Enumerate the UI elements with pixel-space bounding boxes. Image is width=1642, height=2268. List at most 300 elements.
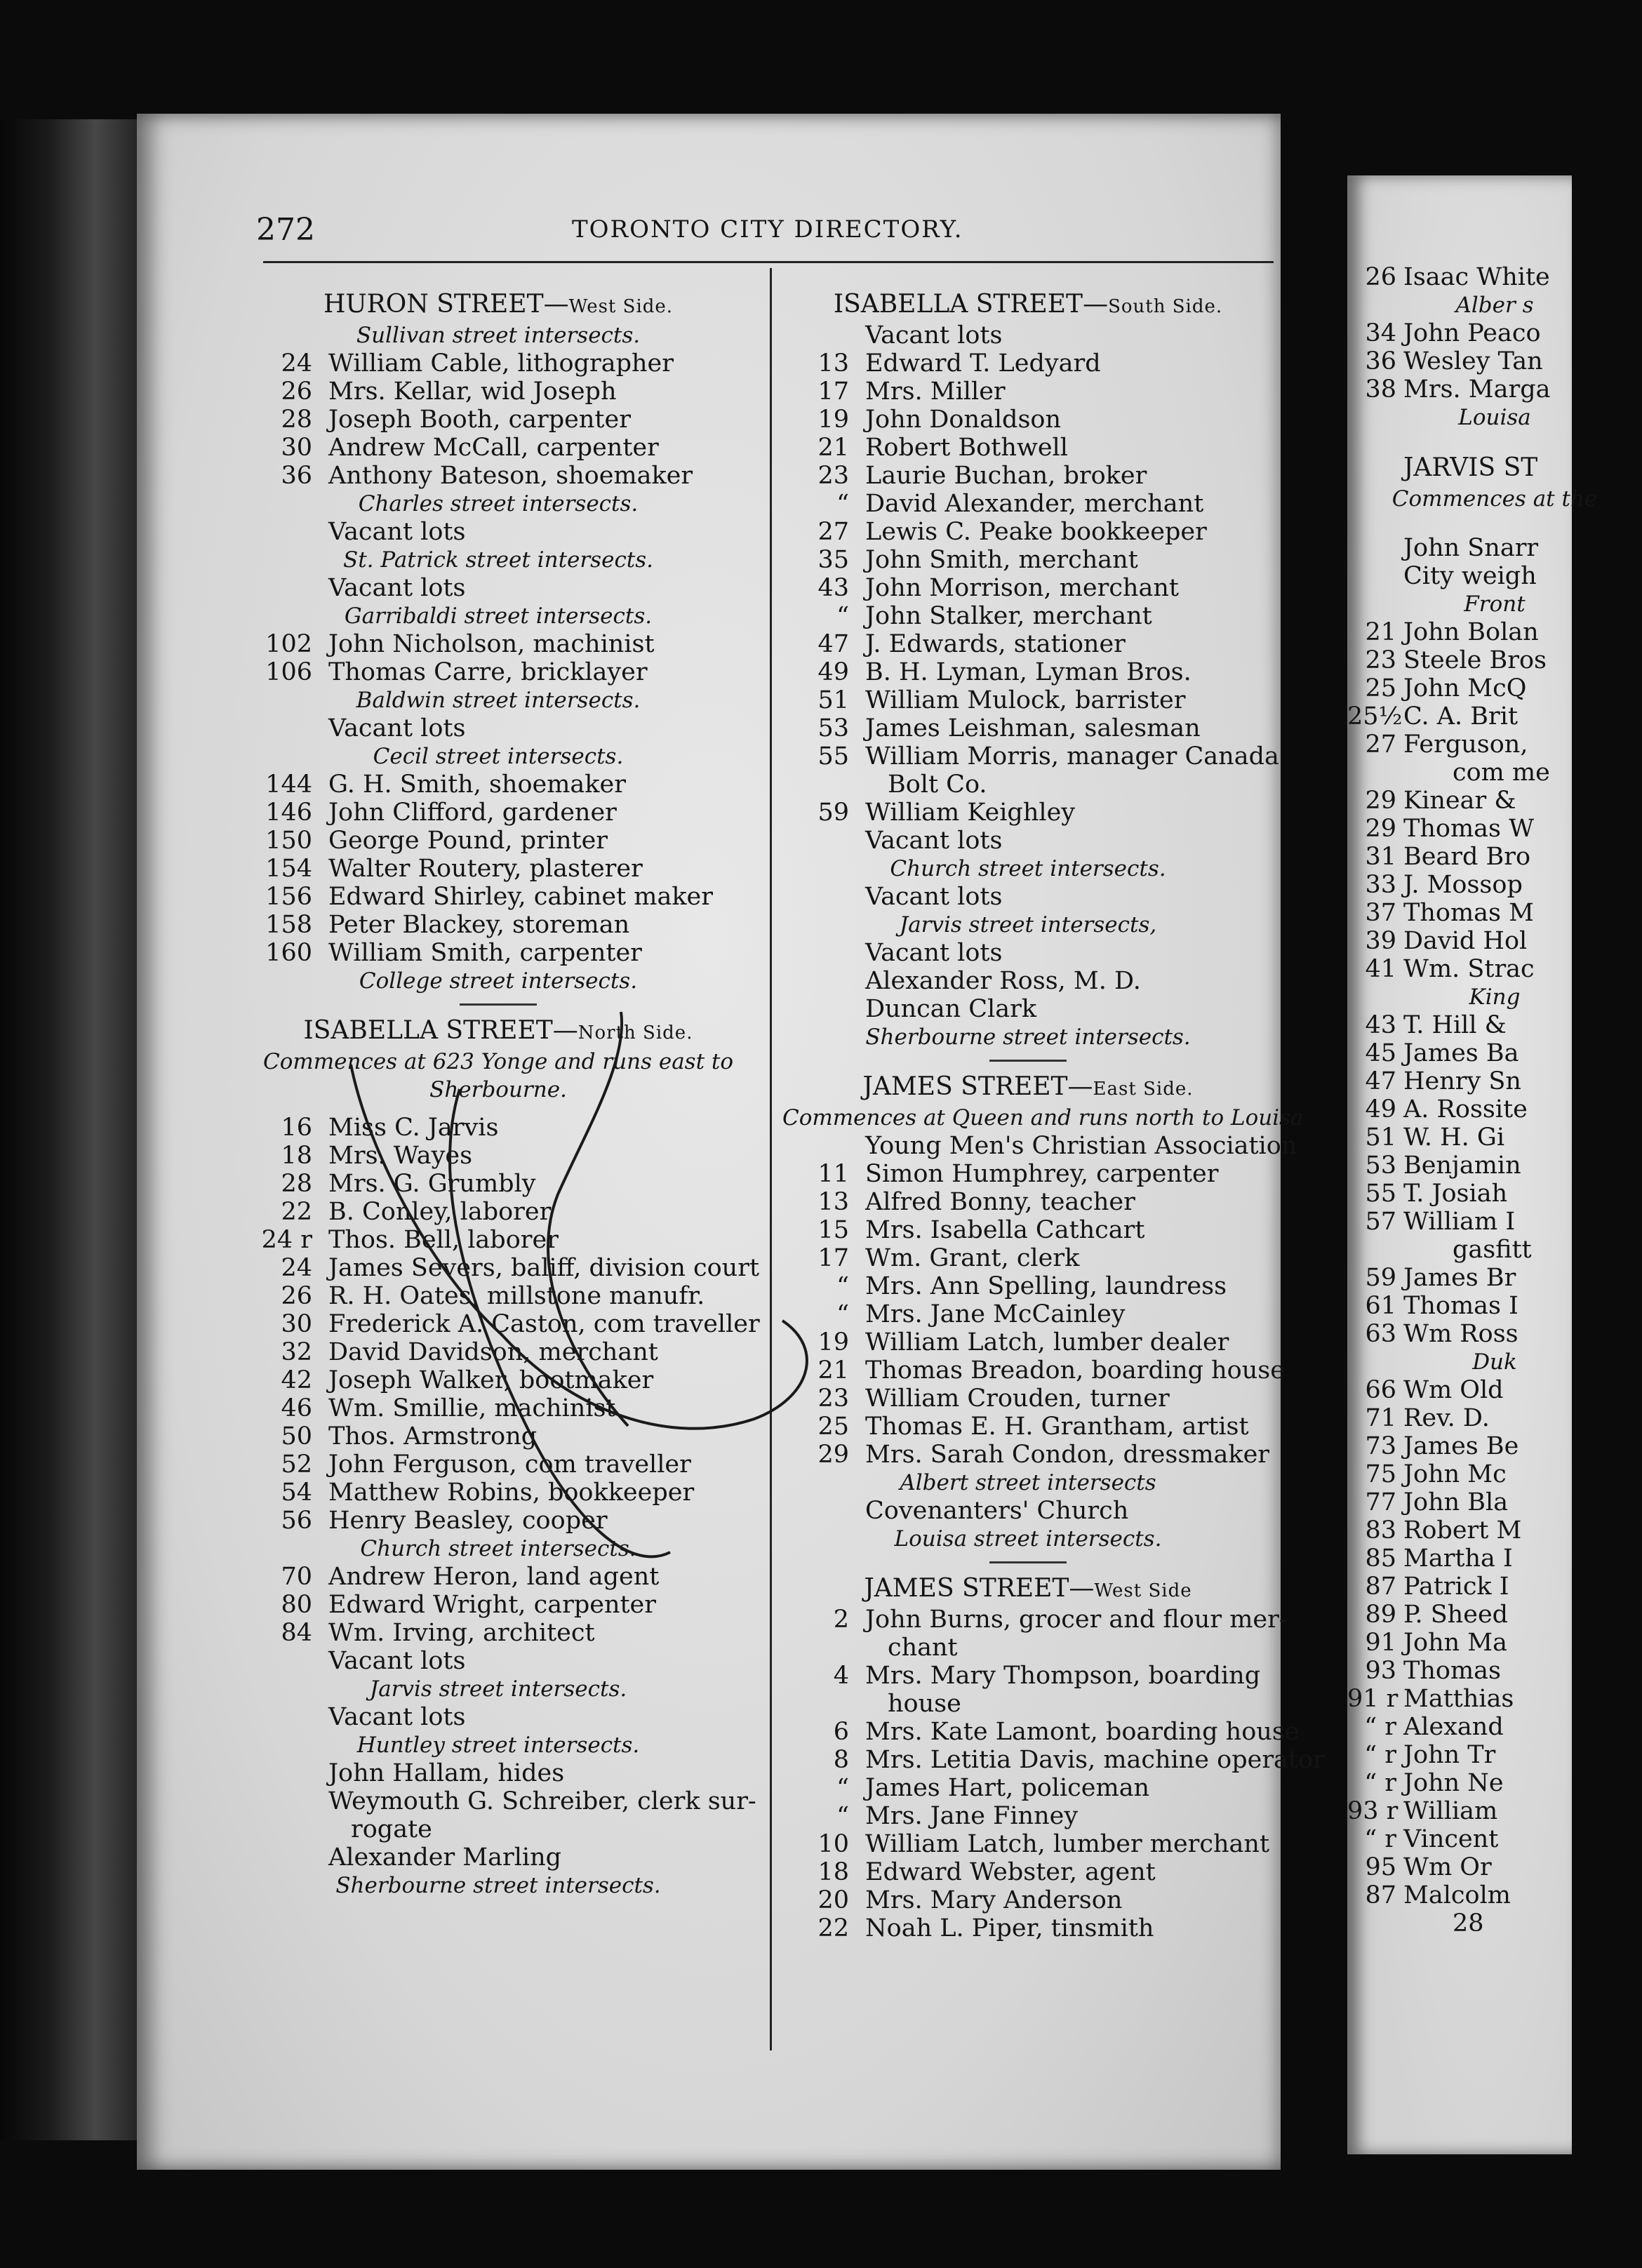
house-number: 59	[817, 799, 849, 827]
house-number: “ r	[1364, 1741, 1396, 1769]
directory-entry	[782, 1413, 1274, 1441]
house-number: 30	[281, 1310, 312, 1338]
directory-entry	[246, 1338, 751, 1366]
intersection-note: Charles street intersects.	[358, 491, 639, 516]
house-number: 91 r	[1347, 1685, 1399, 1713]
intersection-note: Jarvis street intersects,	[899, 912, 1157, 938]
resident-name: Andrew McCall, carpenter	[328, 434, 659, 462]
intersection-note: Duk	[1472, 1349, 1517, 1375]
directory-entry	[782, 995, 1274, 1023]
house-number: 10	[817, 1830, 849, 1858]
house-number: 39	[1365, 927, 1396, 955]
directory-entry	[1347, 1853, 1642, 1881]
directory-entry	[246, 1366, 751, 1394]
directory-entry	[782, 967, 1274, 995]
intersection-note: College street intersects.	[359, 968, 638, 994]
resident-name: B. Conley, laborer	[328, 1198, 552, 1226]
intersection-note: Garribaldi street intersects.	[344, 603, 653, 629]
directory-entry	[246, 1422, 751, 1450]
directory-entry	[246, 378, 751, 406]
directory-entry	[246, 658, 751, 686]
house-number: 45	[1365, 1039, 1396, 1067]
resident-name: Mrs. Isabella Cathcart	[865, 1216, 1145, 1244]
resident-name: George Pound, printer	[328, 827, 608, 855]
house-number: 18	[817, 1858, 849, 1886]
facing-page-fragment	[1347, 175, 1598, 2154]
house-number: “	[836, 1272, 849, 1300]
directory-entry	[782, 434, 1274, 462]
house-number: 53	[817, 714, 849, 742]
house-number: “ r	[1364, 1769, 1396, 1797]
house-number: 61	[1365, 1292, 1396, 1320]
resident-name: Vacant lots	[328, 574, 466, 602]
directory-entry	[246, 406, 751, 434]
directory-entry	[246, 518, 751, 546]
directory-entry	[246, 1843, 751, 1872]
intersection-note: Albert street intersects	[900, 1470, 1156, 1495]
house-number: 30	[281, 434, 312, 462]
continuation-text: gasfitt	[1453, 1236, 1532, 1264]
resident-name: Malcolm	[1403, 1881, 1511, 1909]
resident-name: Martha I	[1403, 1545, 1513, 1573]
resident-name: John Nicholson, machinist	[328, 630, 655, 658]
house-number: 80	[281, 1591, 312, 1619]
house-number: 11	[817, 1160, 849, 1188]
resident-name: John Peaco	[1403, 319, 1541, 347]
directory-entry	[246, 799, 751, 827]
resident-name: Rev. D.	[1403, 1404, 1490, 1432]
directory-entry	[1347, 702, 1642, 731]
directory-entry	[782, 1746, 1325, 1774]
house-number: 32	[281, 1338, 312, 1366]
directory-entry	[1347, 1095, 1642, 1123]
intersection-note: Cecil street intersects.	[373, 744, 624, 769]
house-number: 73	[1365, 1432, 1396, 1460]
resident-name: Joseph Walker, bootmaker	[328, 1366, 654, 1394]
directory-entry	[1347, 843, 1642, 871]
resident-name: Vacant lots	[865, 827, 1003, 855]
resident-name: Mrs. Jane Finney	[865, 1802, 1079, 1830]
resident-name: Thomas	[1403, 1657, 1501, 1685]
resident-name: Frederick A. Caston, com traveller	[328, 1310, 760, 1338]
house-number: 26	[281, 378, 312, 406]
house-number: 50	[281, 1422, 312, 1450]
resident-name: T. Hill &	[1403, 1011, 1507, 1039]
directory-entry	[246, 1394, 751, 1422]
intersection-note: King	[1469, 985, 1521, 1010]
directory-entry	[782, 883, 1274, 911]
resident-name: William Latch, lumber merchant	[865, 1830, 1270, 1858]
directory-entry	[1347, 731, 1642, 759]
resident-name: Alexand	[1403, 1713, 1504, 1741]
resident-name: Mrs. Kate Lamont, boarding house	[865, 1718, 1300, 1746]
directory-entry	[246, 1647, 751, 1675]
resident-name: T. Josiah	[1403, 1180, 1508, 1208]
directory-entry	[1347, 618, 1642, 646]
resident-name: Alfred Bonny, teacher	[865, 1188, 1135, 1216]
resident-name: Miss C. Jarvis	[328, 1114, 499, 1142]
resident-name: Vacant lots	[328, 518, 466, 546]
resident-name: Thomas E. H. Grantham, artist	[865, 1413, 1249, 1441]
resident-name: Thomas I	[1403, 1292, 1518, 1320]
section-rule	[989, 1561, 1067, 1563]
spacer	[1347, 513, 1642, 534]
house-number: 63	[1365, 1320, 1396, 1348]
entry-continuation	[782, 1690, 1274, 1718]
house-number: 66	[1365, 1376, 1396, 1404]
directory-entry	[1347, 347, 1642, 375]
directory-entry	[782, 658, 1274, 686]
directory-entry	[1347, 1601, 1642, 1629]
directory-entry	[1347, 319, 1642, 347]
resident-name: Andrew Heron, land agent	[328, 1563, 660, 1591]
house-number: 51	[817, 686, 849, 714]
house-number: 49	[1365, 1095, 1396, 1123]
intersection-note: Louisa street intersects.	[894, 1526, 1162, 1552]
house-number: 87	[1365, 1881, 1396, 1909]
resident-name: Wesley Tan	[1403, 347, 1543, 375]
resident-name: Thomas Carre, bricklayer	[328, 658, 648, 686]
directory-entry	[1347, 562, 1642, 590]
directory-entry	[1347, 1208, 1642, 1236]
house-number: 144	[265, 771, 312, 799]
house-number: 70	[281, 1563, 312, 1591]
directory-entry	[782, 574, 1274, 602]
resident-name: Vacant lots	[328, 1647, 466, 1675]
resident-name: James Hart, policeman	[865, 1774, 1150, 1802]
house-number: 71	[1365, 1404, 1396, 1432]
house-number: 46	[281, 1394, 312, 1422]
resident-name: David Hol	[1403, 927, 1528, 955]
section-rule	[460, 1003, 537, 1006]
house-number: “ r	[1364, 1825, 1396, 1853]
directory-entry	[246, 1254, 760, 1282]
directory-entry	[246, 1703, 751, 1731]
resident-name: Wm. Strac	[1403, 955, 1535, 983]
continuation-text: com me	[1453, 759, 1550, 787]
directory-entry	[246, 855, 751, 883]
directory-entry	[782, 1662, 1274, 1690]
directory-entry	[246, 1787, 756, 1815]
resident-name: David Alexander, merchant	[865, 490, 1204, 518]
middle-column	[782, 289, 1325, 1942]
directory-entry	[782, 799, 1274, 827]
directory-entry	[1347, 1769, 1642, 1797]
directory-entry	[246, 1114, 751, 1142]
house-number: 4	[833, 1662, 849, 1690]
section-heading: JARVIS ST	[1403, 453, 1538, 482]
house-number: 21	[1365, 618, 1396, 646]
house-number: 75	[1365, 1460, 1396, 1488]
house-number: 24	[281, 349, 312, 378]
directory-entry	[246, 1479, 751, 1507]
directory-entry	[1347, 1488, 1642, 1516]
directory-entry	[1347, 1320, 1642, 1348]
house-number: 22	[281, 1198, 312, 1226]
header-rule	[263, 261, 1274, 263]
isabella-north-list	[246, 1114, 760, 1900]
section-heading-isabella-south: ISABELLA STREET—South Side.	[833, 290, 1223, 319]
intersection-note: Huntley street intersects.	[356, 1733, 640, 1758]
directory-entry	[246, 630, 751, 658]
directory-entry	[1347, 1011, 1642, 1039]
resident-name: Vacant lots	[865, 321, 1003, 349]
directory-entry	[782, 1132, 1297, 1160]
intersection-note: Jarvis street intersects.	[369, 1676, 627, 1702]
james-west-list	[782, 1606, 1325, 1942]
resident-name: B. H. Lyman, Lyman Bros.	[865, 658, 1192, 686]
resident-name: John Ferguson, com traveller	[328, 1450, 691, 1479]
directory-entry	[1347, 1376, 1642, 1404]
directory-entry	[1347, 787, 1642, 815]
resident-name: Mrs. Wayes	[328, 1142, 473, 1170]
directory-entry	[246, 827, 751, 855]
house-number: 158	[265, 911, 312, 939]
house-number: 91	[1365, 1629, 1396, 1657]
resident-name: William Crouden, turner	[865, 1385, 1170, 1413]
resident-name: John Ne	[1403, 1769, 1504, 1797]
directory-entry	[246, 1170, 751, 1198]
directory-entry	[782, 321, 1274, 349]
resident-name: Edward Webster, agent	[865, 1858, 1156, 1886]
house-number: 84	[281, 1619, 312, 1647]
section-rule	[989, 1060, 1067, 1062]
house-number: 23	[817, 1385, 849, 1413]
directory-entry	[1347, 1881, 1642, 1909]
resident-name: Robert Bothwell	[865, 434, 1068, 462]
resident-name: John McQ	[1403, 674, 1527, 702]
directory-entry	[1347, 1180, 1642, 1208]
resident-name: Henry Sn	[1403, 1067, 1521, 1095]
resident-name: Isaac White	[1403, 263, 1550, 291]
directory-entry	[246, 574, 751, 602]
directory-entry	[782, 714, 1274, 742]
resident-name: Ferguson,	[1403, 731, 1528, 759]
house-number: 146	[265, 799, 312, 827]
running-title: TORONTO CITY DIRECTORY.	[572, 215, 963, 244]
resident-name: Noah L. Piper, tinsmith	[865, 1914, 1154, 1942]
resident-name: John Morrison, merchant	[865, 574, 1179, 602]
house-number: 24	[281, 1254, 312, 1282]
continuation-text: rogate	[351, 1815, 432, 1843]
directory-entry	[1347, 1432, 1642, 1460]
resident-name: James Leishman, salesman	[865, 714, 1201, 742]
resident-name: A. Rossite	[1403, 1095, 1528, 1123]
intersection-note: Commences at the	[1391, 486, 1598, 512]
resident-name: Laurie Buchan, broker	[865, 462, 1147, 490]
resident-name: Vacant lots	[865, 883, 1003, 911]
resident-name: Mrs. G. Grumbly	[328, 1170, 536, 1198]
directory-entry	[1347, 955, 1642, 983]
directory-entry	[782, 546, 1274, 574]
resident-name: P. Sheed	[1403, 1601, 1509, 1629]
directory-entry	[1347, 1573, 1642, 1601]
directory-entry	[1347, 1292, 1642, 1320]
resident-name: William	[1403, 1797, 1498, 1825]
house-number: 27	[1365, 731, 1396, 759]
house-number: 42	[281, 1366, 312, 1394]
house-number: 22	[817, 1914, 849, 1942]
resident-name: William I	[1403, 1208, 1516, 1236]
house-number: 87	[1365, 1573, 1396, 1601]
resident-name: John Burns, grocer and flour mer-	[865, 1606, 1288, 1634]
resident-name: Simon Humphrey, carpenter	[865, 1160, 1219, 1188]
resident-name: John Bolan	[1403, 618, 1539, 646]
directory-entry	[246, 714, 751, 742]
resident-name: Young Men's Christian Association	[865, 1132, 1297, 1160]
entry-continuation	[1347, 759, 1642, 787]
resident-name: Mrs. Letitia Davis, machine operator	[865, 1746, 1325, 1774]
section-heading-huron: HURON STREET—West Side.	[323, 290, 674, 319]
house-number: 19	[817, 1328, 849, 1356]
intersection-note: Alber s	[1455, 293, 1534, 318]
house-number: 24 r	[261, 1226, 312, 1254]
resident-name: Thos. Bell, laborer	[328, 1226, 559, 1254]
resident-name: Patrick I	[1403, 1573, 1509, 1601]
directory-entry	[1347, 1067, 1642, 1095]
house-number: 59	[1365, 1264, 1396, 1292]
resident-name: Edward Wright, carpenter	[328, 1591, 656, 1619]
house-number: 15	[817, 1216, 849, 1244]
resident-name: Mrs. Mary Thompson, boarding	[865, 1662, 1261, 1690]
house-number: 93	[1365, 1657, 1396, 1685]
resident-name: Lewis C. Peake bookkeeper	[865, 518, 1207, 546]
house-number: 8	[833, 1746, 849, 1774]
resident-name: James Be	[1403, 1432, 1519, 1460]
house-number: 93 r	[1347, 1797, 1399, 1825]
directory-entry	[246, 1591, 751, 1619]
resident-name: William Keighley	[865, 799, 1076, 827]
house-number: 83	[1365, 1516, 1396, 1545]
resident-name: Alexander Marling	[328, 1843, 562, 1872]
directory-entry	[782, 1914, 1274, 1942]
resident-name: Benjamin	[1403, 1152, 1521, 1180]
resident-name: Mrs. Mary Anderson	[865, 1886, 1123, 1914]
house-number: 33	[1365, 871, 1396, 899]
directory-entry	[246, 939, 751, 967]
house-number: 23	[1365, 646, 1396, 674]
house-number: 41	[1365, 955, 1396, 983]
entry-continuation	[1347, 1236, 1642, 1264]
resident-name: John Tr	[1403, 1741, 1496, 1769]
house-number: 55	[1365, 1180, 1396, 1208]
house-number: 52	[281, 1450, 312, 1479]
resident-name: Wm Ross	[1403, 1320, 1518, 1348]
house-number: 77	[1365, 1488, 1396, 1516]
resident-name: Vacant lots	[328, 714, 466, 742]
house-number: 37	[1365, 899, 1396, 927]
house-number: 38	[1365, 375, 1396, 403]
directory-entry	[246, 1282, 751, 1310]
house-number: 31	[1365, 843, 1396, 871]
directory-entry	[246, 1619, 751, 1647]
directory-entry	[1347, 1657, 1642, 1685]
resident-name: William Smith, carpenter	[328, 939, 642, 967]
directory-entry	[782, 1300, 1274, 1328]
directory-entry	[1347, 1825, 1642, 1853]
resident-name: John Bla	[1403, 1488, 1509, 1516]
directory-entry	[1347, 674, 1642, 702]
directory-entry	[782, 827, 1274, 855]
directory-entry	[1347, 1516, 1642, 1545]
book-spine	[0, 119, 137, 2140]
house-number: 56	[281, 1507, 312, 1535]
house-number: 106	[265, 658, 312, 686]
resident-name: John Mc	[1403, 1460, 1507, 1488]
directory-entry	[782, 1858, 1274, 1886]
directory-entry	[782, 1606, 1288, 1634]
house-number: “	[836, 1802, 849, 1830]
resident-name: Mrs. Miller	[865, 378, 1006, 406]
resident-name: Vincent	[1403, 1825, 1499, 1853]
directory-entry	[1347, 534, 1642, 562]
directory-entry	[782, 630, 1274, 658]
house-number: 57	[1365, 1208, 1396, 1236]
house-number: 29	[817, 1441, 849, 1469]
resident-name: Edward T. Ledyard	[865, 349, 1101, 378]
resident-name: John Smith, merchant	[865, 546, 1138, 574]
directory-entry	[782, 1244, 1274, 1272]
house-number: 102	[265, 630, 312, 658]
directory-entry	[1347, 1404, 1642, 1432]
resident-name: Thomas Breadon, boarding house	[865, 1356, 1285, 1385]
resident-name: Wm Old	[1403, 1376, 1504, 1404]
house-number: 150	[265, 827, 312, 855]
resident-name: Matthew Robins, bookkeeper	[328, 1479, 695, 1507]
directory-entry	[246, 462, 751, 490]
directory-entry	[782, 1272, 1274, 1300]
house-number: 25½	[1347, 702, 1403, 731]
directory-entry	[1347, 1545, 1642, 1573]
directory-entry	[1347, 263, 1642, 291]
spacer	[1347, 432, 1642, 453]
resident-name: Wm. Smillie, machinist	[328, 1394, 616, 1422]
directory-entry	[782, 1497, 1274, 1525]
directory-entry	[246, 1310, 760, 1338]
directory-entry	[246, 1198, 751, 1226]
resident-name: W. H. Gi	[1403, 1123, 1505, 1152]
house-number: 36	[1365, 347, 1396, 375]
resident-name: City weigh	[1403, 562, 1537, 590]
house-number: 25	[817, 1413, 849, 1441]
directory-entry	[782, 1830, 1274, 1858]
directory-entry	[782, 349, 1274, 378]
continuation-text: house	[888, 1690, 961, 1718]
resident-name: Vacant lots	[328, 1703, 466, 1731]
directory-page	[137, 114, 1325, 2170]
resident-name: James Br	[1403, 1264, 1516, 1292]
resident-name: Mrs. Jane McCainley	[865, 1300, 1126, 1328]
resident-name: Mrs. Marga	[1403, 375, 1551, 403]
house-number: 54	[281, 1479, 312, 1507]
huron-street-list	[246, 321, 751, 995]
house-number: 47	[817, 630, 849, 658]
house-number: 18	[281, 1142, 312, 1170]
directory-entry	[246, 1563, 751, 1591]
resident-name: Matthias	[1403, 1685, 1514, 1713]
intersection-note: St. Patrick street intersects.	[342, 547, 654, 573]
directory-entry	[1347, 815, 1642, 843]
intersection-note: Church street intersects.	[360, 1536, 636, 1561]
resident-name: J. Edwards, stationer	[865, 630, 1126, 658]
directory-entry	[246, 434, 751, 462]
house-number: 89	[1365, 1601, 1396, 1629]
resident-name: Vacant lots	[865, 939, 1003, 967]
directory-entry	[246, 349, 751, 378]
resident-name: Steele Bros	[1403, 646, 1547, 674]
directory-entry	[782, 686, 1274, 714]
house-number: 13	[817, 1188, 849, 1216]
